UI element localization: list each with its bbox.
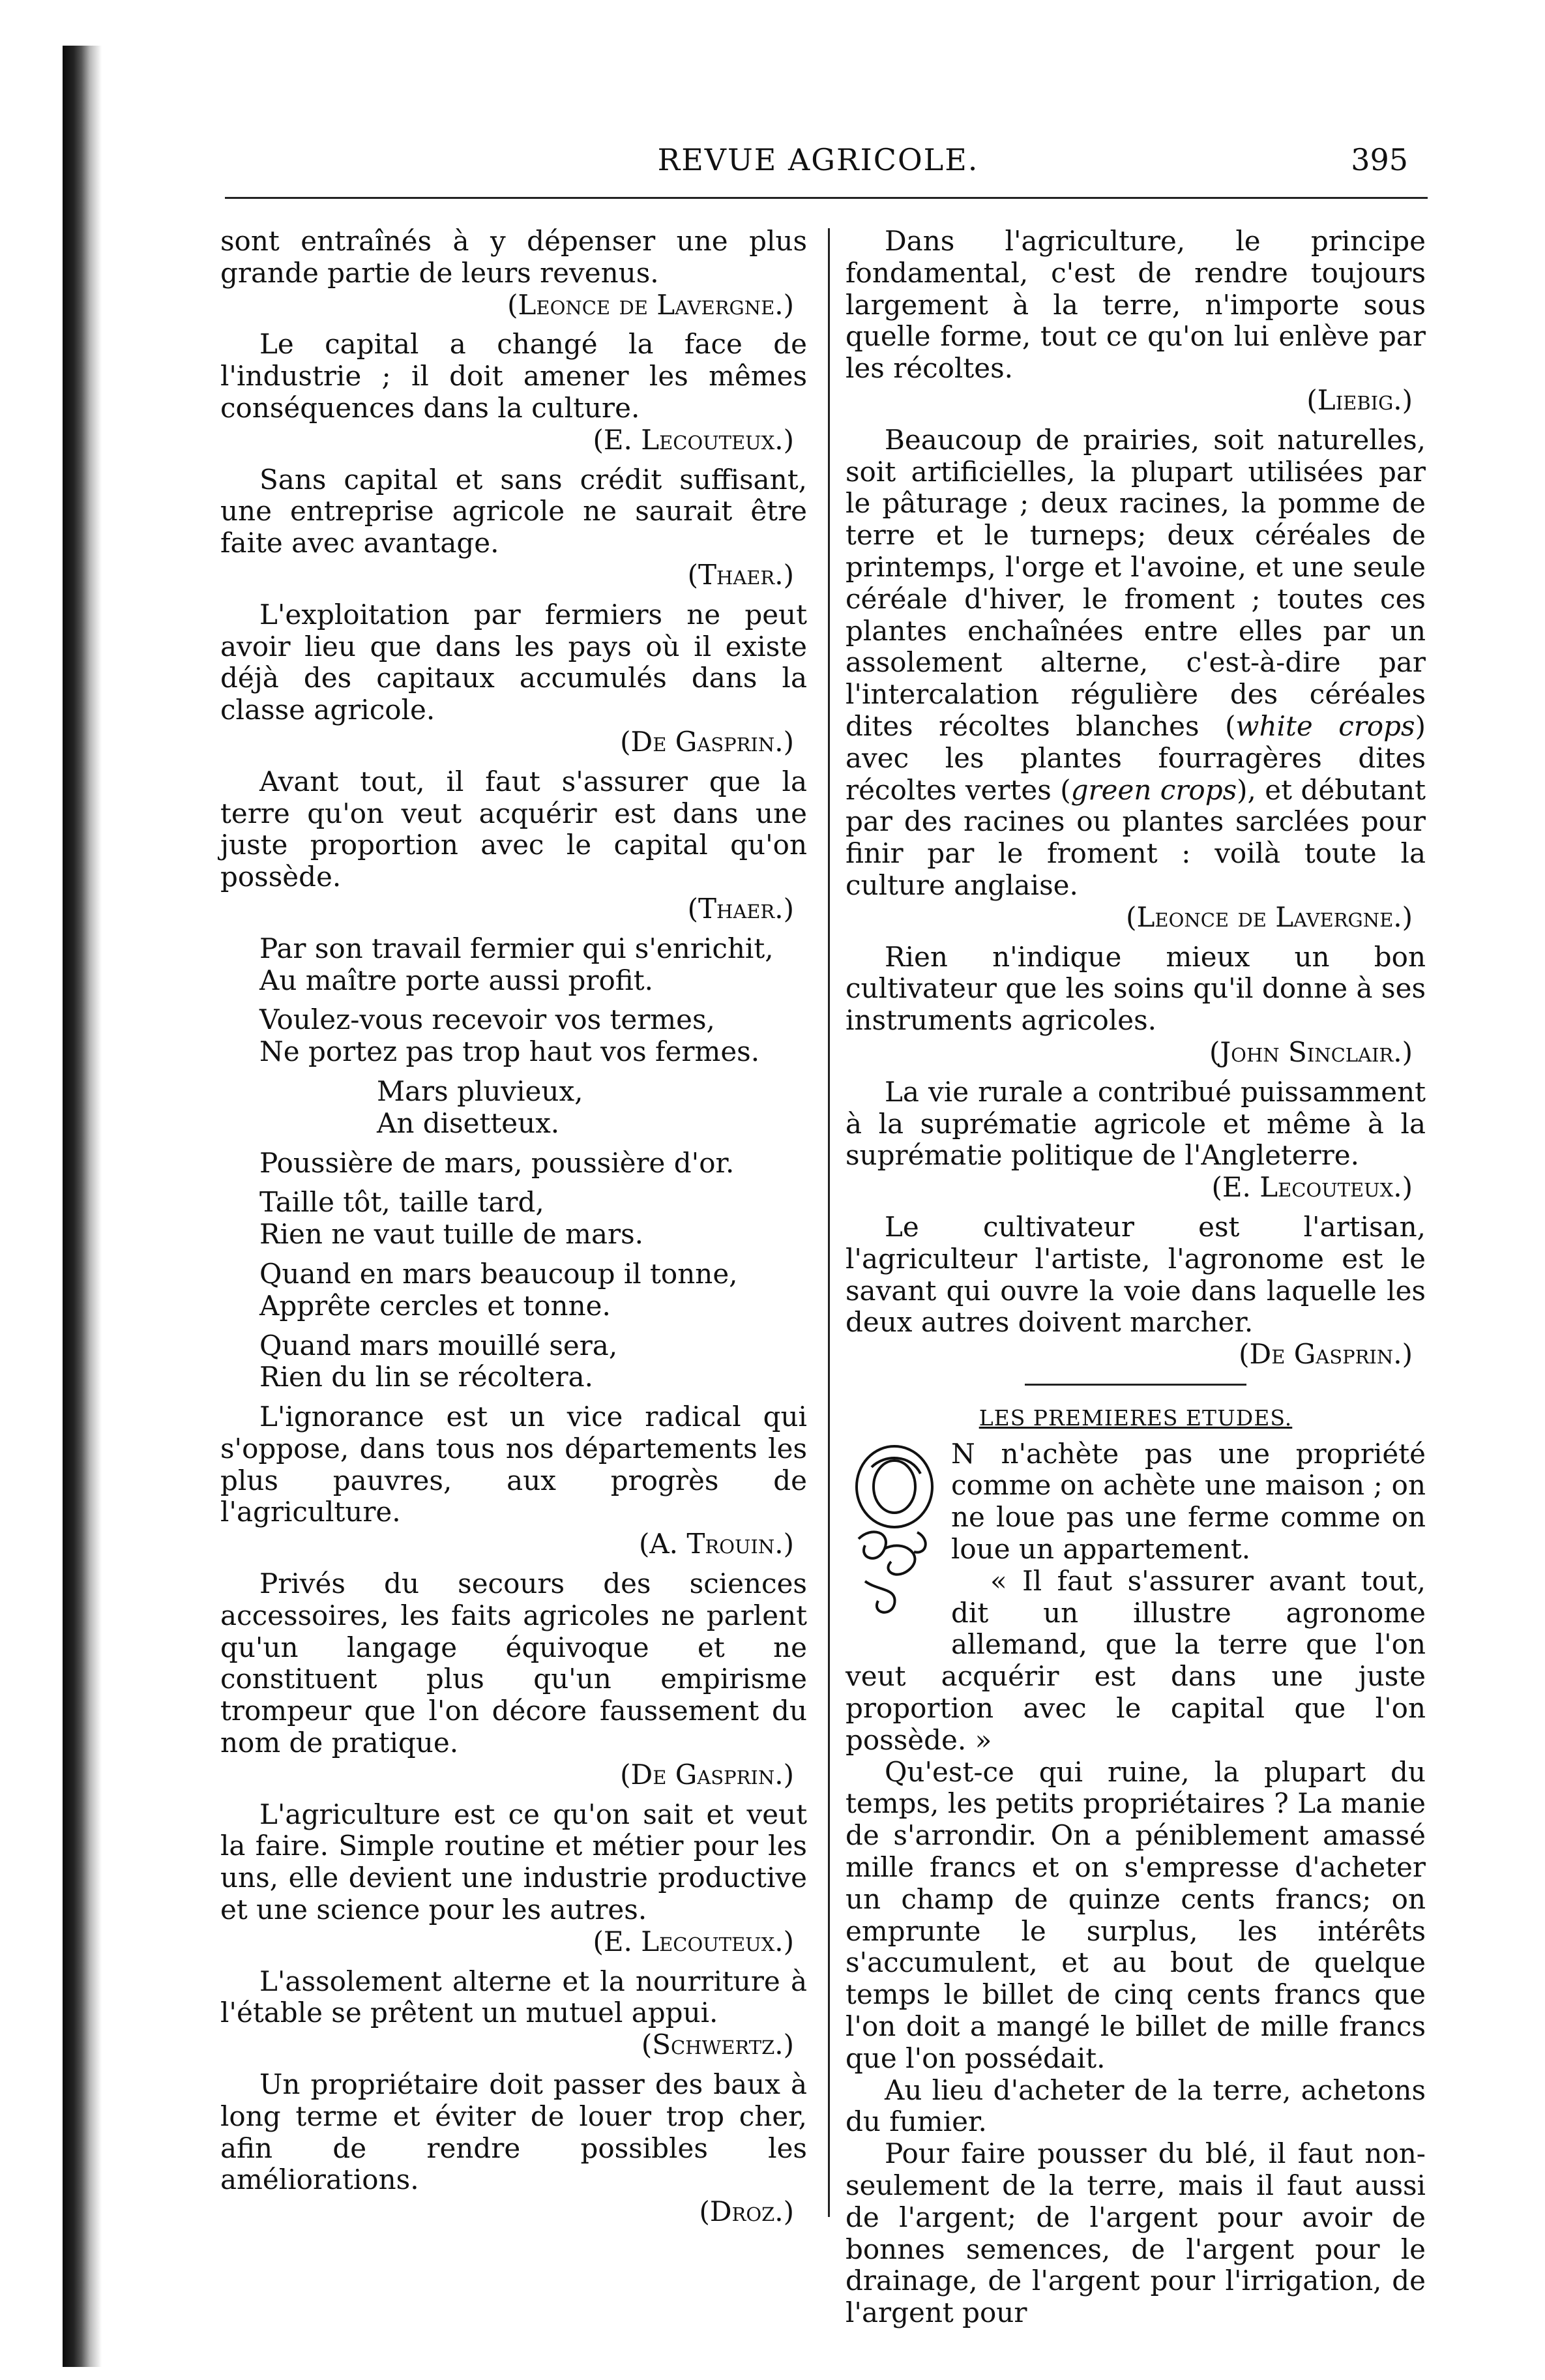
quote-source: (Leonce de Lavergne.)	[1126, 900, 1413, 933]
proverb-line: Quand en mars beaucoup il tonne,	[259, 1257, 738, 1290]
quote-source: (De Gasprin.)	[620, 1758, 794, 1791]
page-header	[209, 136, 1428, 181]
quote-paragraph: Avant tout, il faut s'assurer que la terre qu'on veut acquérir est dans une juste proportion avec le capital qu'on possède.	[220, 765, 807, 893]
text-run: Beaucoup de prairies, soit naturelles, soit artificielles, la plupart utilisées par le pâturage ; deux racines, la pomme de terre et le turneps; deux céréales de printemps, l'orge et l'avoine, et une seule céréale d'hiver, le froment ; toutes ces plantes enchaînées entre elles par un assolement alterne, c'est-à-dire par l'intercalation régulière des céréales dites récoltes blanches (	[846, 423, 1426, 742]
text-run: ), et débutant par des racines ou plantes sarclées pour finir par le froment : voilà toute la culture anglaise.	[846, 773, 1426, 901]
proverb-line: Taille tôt, taille tard,	[259, 1186, 544, 1219]
quote-paragraph: La vie rurale a contribué puissamment à la suprématie agricole et même à la suprématie politique de l'Angleterre.	[846, 1075, 1426, 1172]
page-number: 395	[1351, 142, 1408, 177]
quote-paragraph: Dans l'agriculture, le principe fondamental, c'est de rendre toujours largement à la terre, n'importe sous quelle forme, tout ce qu'on lui enlève par les récoltes.	[846, 225, 1426, 385]
right-column	[846, 226, 1426, 2329]
quote-source: (Schwertz.)	[641, 2029, 794, 2061]
quote-paragraph: Le capital a changé la face de l'industrie ; il doit amener les mêmes conséquences dans la culture.	[220, 328, 807, 424]
quote-source: (E. Lecouteux.)	[1211, 1171, 1413, 1204]
quote-paragraph: Un propriétaire doit passer des baux à long terme et éviter de louer trop cher, afin de rendre possibles les améliorations.	[220, 2068, 807, 2196]
quote-paragraph: Privés du secours des sciences accessoires, les faits agricoles ne parlent qu'un langage équivoque et ne constituent plus qu'un empirisme trompeur que l'on décore faussement du nom de pratique.	[220, 1568, 807, 1759]
proverb	[220, 1004, 807, 1068]
quote-source: (Droz.)	[699, 2195, 794, 2228]
proverb-line: Par son travail fermier qui s'enrichit,	[259, 932, 774, 964]
italic-term: white crops	[1235, 709, 1415, 742]
proverb	[220, 1076, 807, 1140]
quote-source: (Thaer.)	[687, 892, 794, 925]
quote-paragraph: Rien n'indique mieux un bon cultivateur que les soins qu'il donne à ses instruments agricoles.	[846, 940, 1426, 1037]
proverb-line: Mars pluvieux,	[377, 1075, 583, 1107]
proverb	[220, 1148, 807, 1180]
quote-source: (Liebig.)	[1306, 383, 1413, 416]
article-paragraph: Qu'est-ce qui ruine, la plupart du temps, les petits propriétaires ? La manie de s'arrondir. On a péniblement amassé mille francs et on s'empresse d'acheter un champ de quinze cents francs; on emprunte le surplus, les intérêts s'accumulent, et au bout de quelque temps le billet de cinq cents francs que l'on doit a mangé le billet de mille francs que l'on possédait.	[846, 1755, 1426, 2074]
proverb-line: Poussière de mars, poussière d'or.	[259, 1146, 735, 1179]
text-run: ) avec les plantes fourragères dites récoltes vertes (	[846, 709, 1426, 806]
quote-source: (E. Lecouteux.)	[593, 1925, 794, 1957]
quote-paragraph: L'exploitation par fermiers ne peut avoir lieu que dans les pays où il existe déjà des capitaux accumulés dans la classe agricole.	[220, 598, 807, 726]
proverb-line: Quand mars mouillé sera,	[259, 1329, 618, 1361]
article-paragraph: N n'achète pas une propriété comme on achète une maison ; on ne loue pas une ferme comme on loue un appartement.	[951, 1437, 1426, 1566]
proverb-line: Apprête cercles et tonne.	[259, 1289, 611, 1322]
proverb-line: Rien ne vaut tuille de mars.	[259, 1218, 643, 1251]
proverb-line: Ne portez pas trop haut vos fermes.	[259, 1035, 760, 1068]
quote-paragraph: Le cultivateur est l'artisan, l'agriculteur l'artiste, l'agronome est le savant qui ouvre la voie dans laquelle les deux autres doivent marcher.	[846, 1210, 1426, 1339]
quote-source: (E. Lecouteux.)	[593, 423, 794, 456]
quote-paragraph	[846, 424, 1426, 902]
ornamental-drop-cap-icon	[846, 1441, 943, 1637]
quote-source: (Thaer.)	[687, 558, 794, 591]
proverb-line: An disetteux.	[377, 1107, 560, 1139]
proverb	[220, 933, 807, 997]
proverb-line: Au maître porte aussi profit.	[259, 964, 653, 996]
quote-source: (John Sinclair.)	[1209, 1035, 1413, 1068]
column-divider	[828, 228, 830, 2217]
page-binding-edge	[63, 46, 102, 2367]
italic-term: green crops	[1070, 773, 1237, 806]
proverb	[220, 1330, 807, 1394]
article-paragraph: Pour faire pousser du blé, il faut non-seulement de la terre, mais il faut aussi de l'argent; de l'argent pour avoir de bonnes semences, de l'argent pour le drainage, de l'argent pour l'irrigation, de l'argent pour	[846, 2137, 1426, 2329]
quote-source: (A. Trouin.)	[638, 1528, 794, 1560]
header-rule	[225, 197, 1428, 199]
proverb	[220, 1258, 807, 1322]
article-paragraph: Au lieu d'acheter de la terre, achetons du fumier.	[846, 2074, 1426, 2138]
quote-paragraph: Sans capital et sans crédit suffisant, une entreprise agricole ne saurait être faite avec avantage.	[220, 463, 807, 559]
running-title: REVUE AGRICOLE.	[657, 142, 979, 177]
section-heading: LES PREMIERES ETUDES.	[978, 1405, 1293, 1431]
left-column	[220, 226, 807, 2228]
quote-source: (Leonce de Lavergne.)	[507, 288, 794, 321]
proverb	[220, 1187, 807, 1251]
quote-source: (De Gasprin.)	[1239, 1338, 1413, 1371]
proverb-line: Voulez-vous recevoir vos termes,	[259, 1004, 715, 1036]
quote-paragraph: sont entraînés à y dépenser une plus grande partie de leurs revenus.	[220, 225, 807, 289]
section-rule	[1025, 1384, 1246, 1386]
quote-paragraph: L'agriculture est ce qu'on sait et veut la faire. Simple routine et métier pour les uns, elle devient une industrie productive et une science pour les autres.	[220, 1798, 807, 1926]
article-paragraph: « Il faut s'assurer avant tout, dit un illustre agronome allemand, que la terre que l'on veut acquérir est dans une juste proportion avec le capital que l'on possède. »	[846, 1564, 1426, 1756]
quote-source: (De Gasprin.)	[620, 725, 794, 758]
quote-paragraph: L'ignorance est un vice radical qui s'oppose, dans tous nos départements les plus pauvres, aux progrès de l'agriculture.	[220, 1401, 807, 1528]
proverb-line: Rien du lin se récoltera.	[259, 1361, 593, 1393]
quote-paragraph: L'assolement alterne et la nourriture à l'étable se prêtent un mutuel appui.	[220, 1965, 807, 2029]
